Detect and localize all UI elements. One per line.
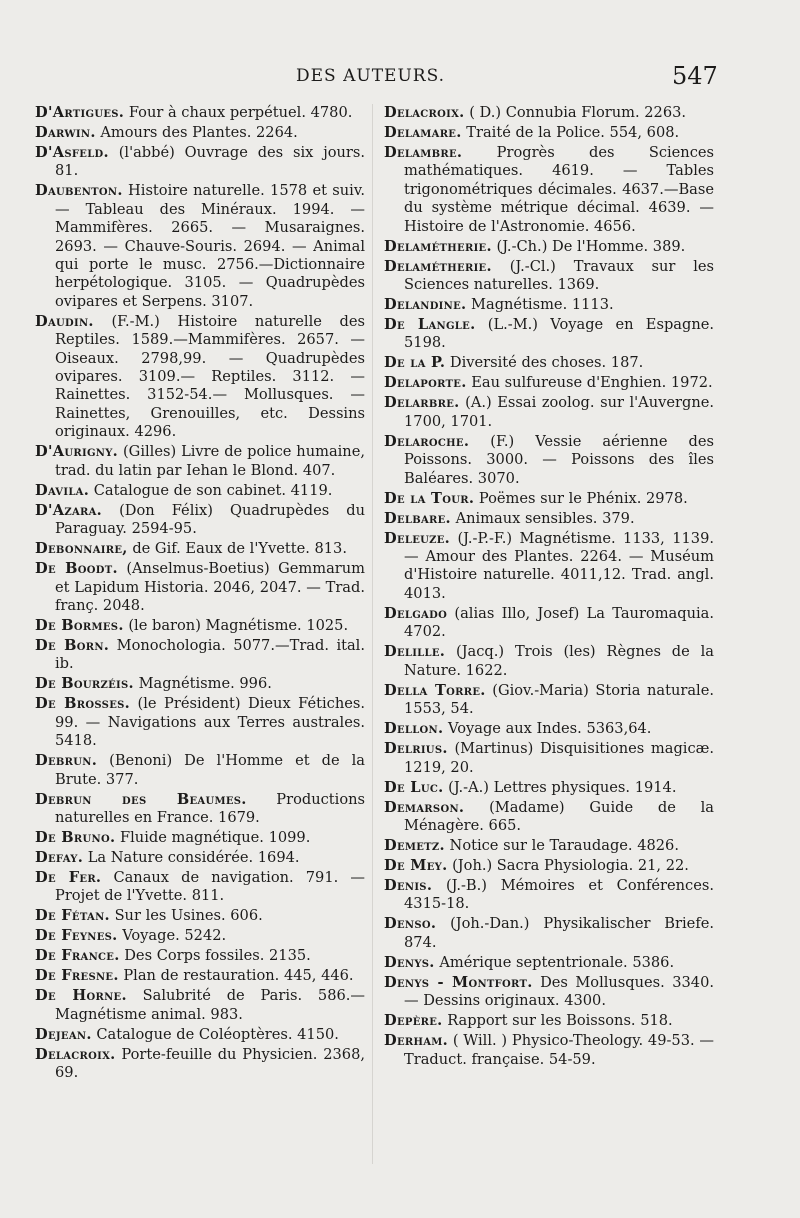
author-name: De Feynes.	[35, 927, 118, 945]
author-name: Demetz.	[384, 836, 445, 854]
entry-text: Voyage. 5242.	[122, 927, 227, 945]
index-entry	[384, 877, 714, 914]
entry-text: Porte-feuille du Physicien. 2368, 69.	[55, 1045, 366, 1082]
author-name: De la P.	[384, 354, 446, 372]
index-entry	[35, 675, 365, 693]
entry-text: (le Président) Dieux Fétiches. 99. — Navigations aux Terres australes. 5418.	[55, 695, 366, 750]
index-entry	[35, 791, 365, 828]
right-column	[384, 104, 714, 1071]
entry-text: (Martinus) Disquisitiones magicæ. 1219, 20.	[404, 740, 714, 776]
index-entry	[35, 560, 365, 615]
entry-text: Traité de la Police. 554, 608.	[466, 124, 680, 141]
entry-text: Magnétisme. 996.	[138, 675, 272, 693]
author-name: Daudin.	[35, 312, 94, 330]
entry-text: Salubrité de Paris. 586.— Magnétisme animal. 983.	[55, 987, 366, 1023]
entry-text: ( D.) Connubia Florum. 2263.	[469, 104, 687, 121]
author-name: De Bruno.	[35, 828, 116, 846]
author-name: Debonnaire,	[35, 540, 128, 558]
index-entry	[384, 530, 714, 604]
column-gutter	[372, 104, 373, 1164]
index-entry	[35, 443, 365, 480]
author-name: De Fer.	[35, 868, 102, 886]
entry-text: Productions naturelles en France. 1679.	[55, 790, 365, 826]
entry-text: Des Mollusques. 3340. — Dessins originaux. 4300.	[404, 973, 715, 1010]
entry-text: Des Corps fossiles. 2135.	[124, 947, 311, 965]
index-entry	[35, 482, 365, 500]
index-entry	[384, 394, 714, 431]
index-entry	[35, 752, 365, 789]
index-entry	[35, 695, 365, 750]
author-name: Denys - Montfort.	[384, 973, 533, 991]
index-entry	[35, 124, 365, 142]
author-name: De Brosses.	[35, 695, 131, 713]
index-entry	[35, 540, 365, 558]
entry-text: Four à chaux perpétuel. 4780.	[128, 104, 353, 121]
index-entry	[35, 144, 365, 181]
index-entry	[384, 510, 714, 528]
index-entry	[35, 907, 365, 925]
author-name: Delbare.	[384, 509, 451, 527]
running-title: DES AUTEURS.	[296, 66, 446, 86]
entry-text: Plan de restauration. 445, 446.	[123, 967, 354, 985]
entry-text: La Nature considérée. 1694.	[87, 848, 300, 866]
index-entry	[35, 869, 365, 906]
entry-text: Histoire naturelle. 1578 et suiv. — Tableau des Minéraux. 1994. — Mammifères. 2665. — Musaraignes. 2693. — Chauve-Souris. 2694. — Animal qui porte le musc. 2756.—Dictionnaire herpétologique. 3105. — Quadrupèdes ovipares et Serpens. 3107.	[55, 182, 366, 310]
entry-text: (L.-M.) Voyage en Espagne. 5198.	[404, 316, 715, 352]
author-name: Delarbre.	[384, 394, 460, 412]
entry-text: Amours des Plantes. 2264.	[100, 124, 298, 141]
author-name: De Langle.	[384, 316, 476, 334]
entry-text: (J.-Ch.) De l'Homme. 389.	[496, 237, 686, 255]
index-entry	[35, 637, 365, 674]
entry-text: Rapport sur les Boissons. 518.	[447, 1012, 673, 1030]
index-entry	[384, 720, 714, 738]
entry-text: (J.-B.) Mémoires et Conférences. 4315-18.	[404, 876, 714, 913]
author-name: Delamétherie.	[384, 237, 492, 255]
page-number: 547	[672, 62, 718, 90]
entry-text: (le baron) Magnétisme. 1025.	[128, 616, 349, 634]
author-name: De Fresne.	[35, 967, 119, 985]
index-entry	[35, 967, 365, 985]
entry-text: (alias Illo, Josef) La Tauromaquia. 4702.	[404, 604, 715, 641]
author-name: De Horne.	[35, 987, 127, 1005]
index-entry	[384, 643, 714, 680]
entry-text: Animaux sensibles. 379.	[455, 509, 635, 527]
author-name: Deleuze.	[384, 529, 451, 547]
entry-text: de Gif. Eaux de l'Yvette. 813.	[132, 540, 347, 558]
author-name: Delambre.	[384, 144, 463, 161]
index-entry	[35, 313, 365, 442]
entry-text: Diversité des choses. 187.	[449, 354, 644, 372]
author-name: Defay.	[35, 848, 84, 866]
author-name: Delgado	[384, 604, 448, 622]
entry-text: (Don Félix) Quadrupèdes du Paraguay. 2594-95.	[55, 501, 366, 538]
index-entry	[384, 124, 714, 142]
entry-text: (Madame) Guide de la Ménagère. 665.	[404, 798, 714, 834]
index-entry	[384, 779, 714, 797]
entry-text: Progrès des Sciences mathématiques. 4619. — Tables trigonométriques décimales. 4637.—Base du système métrique décimal. 4639. — Histoire de l'Astronomie. 4656.	[404, 144, 714, 235]
index-entry	[384, 144, 714, 236]
index-entry	[384, 1012, 714, 1030]
author-name: D'Artigues.	[35, 104, 125, 121]
index-entry	[35, 182, 365, 311]
running-head	[0, 62, 800, 98]
entry-text: Fluide magnétique. 1099.	[120, 828, 311, 846]
index-entry	[384, 837, 714, 855]
author-name: Delamétherie.	[384, 257, 492, 275]
author-name: Delacroix.	[35, 1045, 116, 1063]
author-name: D'Asfeld.	[35, 144, 109, 161]
index-entry	[35, 987, 365, 1024]
entry-text: (A.) Essai zoolog. sur l'Auvergne. 1700, 1701.	[404, 394, 714, 430]
entry-text: Sur les Usines. 606.	[114, 907, 263, 925]
index-entry	[35, 104, 365, 122]
index-entry	[384, 799, 714, 836]
index-entry	[384, 104, 714, 122]
entry-text: (Joh.) Sacra Physiologia. 21, 22.	[452, 856, 689, 874]
index-entry	[384, 490, 714, 508]
author-name: De Boodt.	[35, 560, 118, 578]
index-entry	[384, 915, 714, 952]
entry-text: (Benoni) De l'Homme et de la Brute. 377.	[55, 752, 366, 788]
author-name: De Bourzéis.	[35, 675, 134, 693]
author-name: D'Azara.	[35, 501, 103, 519]
author-name: Dellon.	[384, 720, 444, 738]
entry-text: (Anselmus-Boetius) Gemmarum et Lapidum Historia. 2046, 2047. — Trad. franç. 2048.	[55, 560, 366, 614]
index-entry	[384, 1032, 714, 1069]
author-name: De Luc.	[384, 778, 444, 796]
entry-text: (Jacq.) Trois (les) Règnes de la Nature. 1622.	[404, 643, 715, 679]
entry-text: Eau sulfureuse d'Enghien. 1972.	[471, 374, 713, 392]
left-column	[35, 104, 365, 1084]
author-name: De Mey.	[384, 856, 448, 874]
author-name: Delrius.	[384, 740, 448, 758]
entry-text: Magnétisme. 1113.	[471, 296, 614, 314]
author-name: Delandine.	[384, 296, 467, 314]
author-name: Delaporte.	[384, 374, 467, 392]
author-name: Derham.	[384, 1032, 449, 1050]
entry-text: Catalogue de son cabinet. 4119.	[93, 481, 333, 499]
index-entry	[384, 374, 714, 392]
index-entry	[384, 974, 714, 1011]
entry-text: (Gilles) Livre de police humaine, trad. du latin par Iehan le Blond. 407.	[55, 443, 365, 479]
author-name: Demarson.	[384, 798, 465, 816]
author-name: De Fétan.	[35, 907, 110, 925]
entry-text: Poëmes sur le Phénix. 2978.	[478, 489, 688, 507]
index-entry	[384, 740, 714, 777]
index-entry	[35, 502, 365, 539]
index-entry	[384, 954, 714, 972]
entry-text: Monochologia. 5077.—Trad. ital. ib.	[55, 636, 365, 673]
index-entry	[35, 947, 365, 965]
author-name: Daubenton.	[35, 182, 123, 200]
index-entry	[384, 682, 714, 719]
entry-text: Canaux de navigation. 791. — Projet de l'Yvette. 811.	[55, 868, 365, 905]
author-name: De France.	[35, 947, 120, 965]
index-entry	[384, 857, 714, 875]
index-entry	[35, 1026, 365, 1044]
index-entry	[35, 849, 365, 867]
author-name: Delacroix.	[384, 104, 465, 121]
author-name: Denis.	[384, 876, 433, 894]
author-name: De Bormes.	[35, 616, 124, 634]
author-name: Denys.	[384, 953, 435, 971]
index-entry	[384, 433, 714, 488]
entry-text: (J.-A.) Lettres physiques. 1914.	[448, 778, 677, 796]
author-name: Davila.	[35, 481, 90, 499]
entry-text: (F.-M.) Histoire naturelle des Reptiles. 1589.—Mammifères. 2657. — Oiseaux. 2798,99. — Quadrupèdes ovipares. 3109.— Reptiles. 3112. — Rainettes. 3152-54.— Mollusques. — Rainettes, Grenouilles, etc. Dessins originaux. 4296.	[55, 312, 365, 441]
index-entry	[35, 829, 365, 847]
entry-text: (F.) Vessie aérienne des Poissons. 3000. — Poissons des îles Baléares. 3070.	[404, 432, 715, 487]
index-entry	[384, 605, 714, 642]
index-entry	[384, 316, 714, 353]
author-name: Debrun des Beaumes.	[35, 790, 247, 808]
entry-text: (l'abbé) Ouvrage des six jours. 81.	[55, 144, 366, 180]
entry-text: (Giov.-Maria) Storia naturale. 1553, 54.	[404, 681, 714, 718]
author-name: Debrun.	[35, 752, 98, 770]
entry-text: Amérique septentrionale. 5386.	[439, 953, 675, 971]
entry-text: Notice sur le Taraudage. 4826.	[449, 836, 679, 854]
entry-text: (J.-Cl.) Travaux sur les Sciences naturelles. 1369.	[404, 257, 714, 294]
author-name: D'Aurigny.	[35, 443, 119, 461]
author-name: Delille.	[384, 643, 446, 661]
index-entry	[384, 296, 714, 314]
author-name: Denso.	[384, 915, 437, 933]
entry-text: ( Will. ) Physico-Theology. 49-53. — Traduct. française. 54-59.	[404, 1032, 714, 1068]
author-name: Dejean.	[35, 1025, 92, 1043]
index-entry	[384, 238, 714, 256]
entry-text: Voyage aux Indes. 5363,64.	[448, 720, 652, 738]
author-name: De la Tour.	[384, 489, 475, 507]
index-entry	[35, 1046, 365, 1083]
index-entry	[384, 258, 714, 295]
index-entry	[35, 927, 365, 945]
entry-text: Catalogue de Coléoptères. 4150.	[96, 1025, 339, 1043]
index-entry	[384, 354, 714, 372]
entry-text: (Joh.-Dan.) Physikalischer Briefe. 874.	[404, 915, 714, 951]
author-name: Depère.	[384, 1012, 443, 1030]
author-name: Darwin.	[35, 124, 96, 141]
author-name: Delaroche.	[384, 432, 470, 450]
author-name: Delamare.	[384, 124, 462, 141]
entry-text: (J.-P.-F.) Magnétisme. 1133, 1139. — Amour des Plantes. 2264. — Muséum d'Histoire naturelle. 4011,12. Trad. angl. 4013.	[404, 529, 714, 602]
author-name: Della Torre.	[384, 681, 486, 699]
author-name: De Born.	[35, 636, 110, 654]
index-entry	[35, 617, 365, 635]
